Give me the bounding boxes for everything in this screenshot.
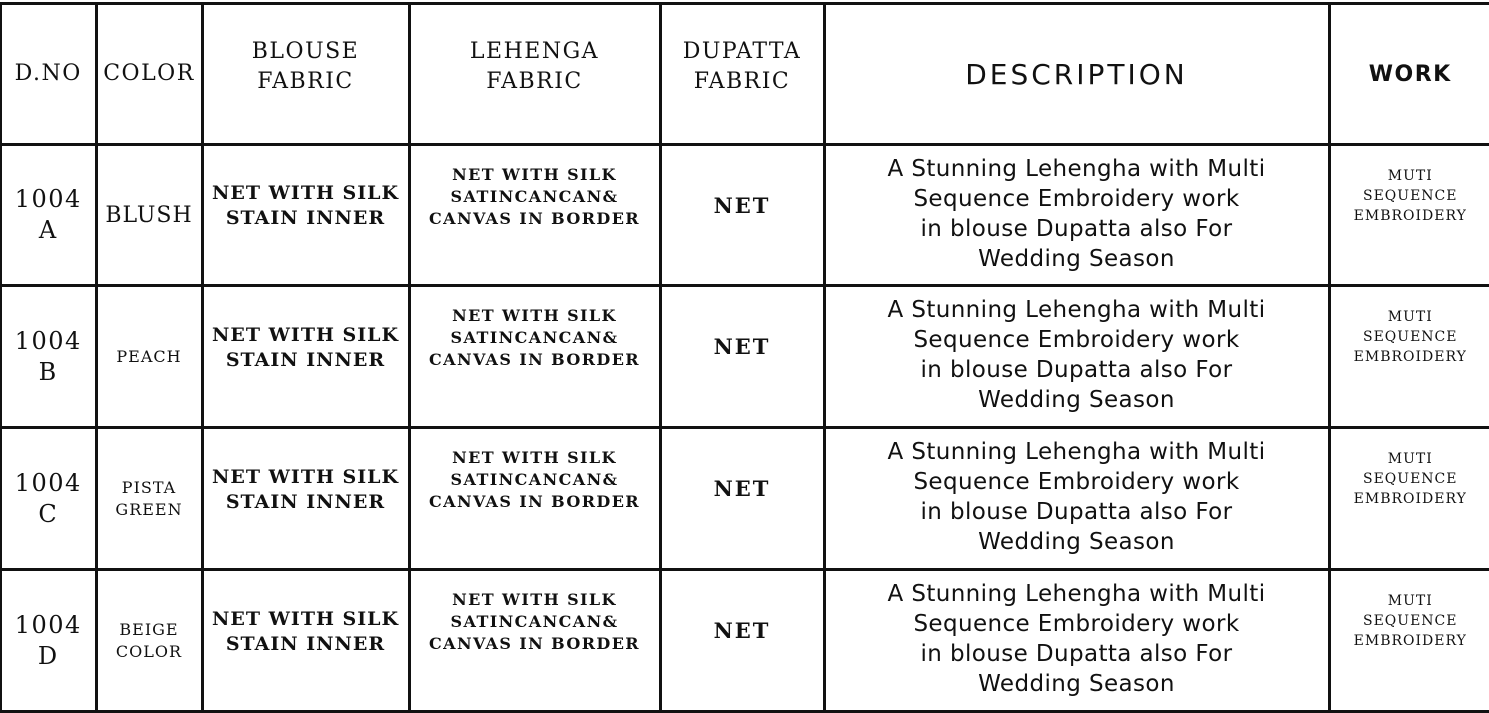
cell-lehenga-fabric: NET WITH SILK SATINCANCAN& CANVAS IN BORDER — [409, 286, 660, 428]
table-row — [1, 428, 1489, 570]
cell-dno: 1004 C — [1, 428, 96, 570]
cell-blouse-fabric: NET WITH SILK STAIN INNER — [202, 145, 409, 286]
header-blouse-fabric: BLOUSE FABRIC — [202, 4, 409, 145]
cell-work: MUTI SEQUENCE EMBROIDERY — [1329, 570, 1489, 712]
cell-color: PISTA GREEN — [96, 428, 202, 570]
cell-description: A Stunning Lehengha with Multi Sequence Embroidery work in blouse Dupatta also For Wedding Season — [824, 570, 1329, 712]
cell-dno: 1004 D — [1, 570, 96, 712]
header-dupatta-fabric: DUPATTA FABRIC — [660, 4, 824, 145]
cell-lehenga-fabric: NET WITH SILK SATINCANCAN& CANVAS IN BORDER — [409, 428, 660, 570]
cell-lehenga-fabric: NET WITH SILK SATINCANCAN& CANVAS IN BORDER — [409, 145, 660, 286]
cell-dno: 1004 A — [1, 145, 96, 286]
cell-dupatta-fabric: NET — [660, 145, 824, 286]
header-description: DESCRIPTION — [824, 4, 1329, 145]
cell-blouse-fabric: NET WITH SILK STAIN INNER — [202, 428, 409, 570]
cell-dupatta-fabric: NET — [660, 428, 824, 570]
cell-color: BLUSH — [96, 145, 202, 286]
header-dno: D.NO — [1, 4, 96, 145]
cell-work: MUTI SEQUENCE EMBROIDERY — [1329, 286, 1489, 428]
cell-dupatta-fabric: NET — [660, 570, 824, 712]
table-row — [1, 570, 1489, 712]
cell-description: A Stunning Lehengha with Multi Sequence Embroidery work in blouse Dupatta also For Wedding Season — [824, 286, 1329, 428]
cell-blouse-fabric: NET WITH SILK STAIN INNER — [202, 570, 409, 712]
design-spec-table — [0, 2, 1489, 713]
header-row — [1, 4, 1489, 145]
header-lehenga-fabric: LEHENGA FABRIC — [409, 4, 660, 145]
cell-color: BEIGE COLOR — [96, 570, 202, 712]
header-work: WORK — [1329, 4, 1489, 145]
cell-description: A Stunning Lehengha with Multi Sequence Embroidery work in blouse Dupatta also For Wedding Season — [824, 428, 1329, 570]
table-row — [1, 286, 1489, 428]
cell-lehenga-fabric: NET WITH SILK SATINCANCAN& CANVAS IN BORDER — [409, 570, 660, 712]
cell-work: MUTI SEQUENCE EMBROIDERY — [1329, 428, 1489, 570]
header-color: COLOR — [96, 4, 202, 145]
cell-dno: 1004 B — [1, 286, 96, 428]
cell-work: MUTI SEQUENCE EMBROIDERY — [1329, 145, 1489, 286]
cell-color: PEACH — [96, 286, 202, 428]
cell-dupatta-fabric: NET — [660, 286, 824, 428]
cell-description: A Stunning Lehengha with Multi Sequence Embroidery work in blouse Dupatta also For Wedding Season — [824, 145, 1329, 286]
cell-blouse-fabric: NET WITH SILK STAIN INNER — [202, 286, 409, 428]
table-row — [1, 145, 1489, 286]
